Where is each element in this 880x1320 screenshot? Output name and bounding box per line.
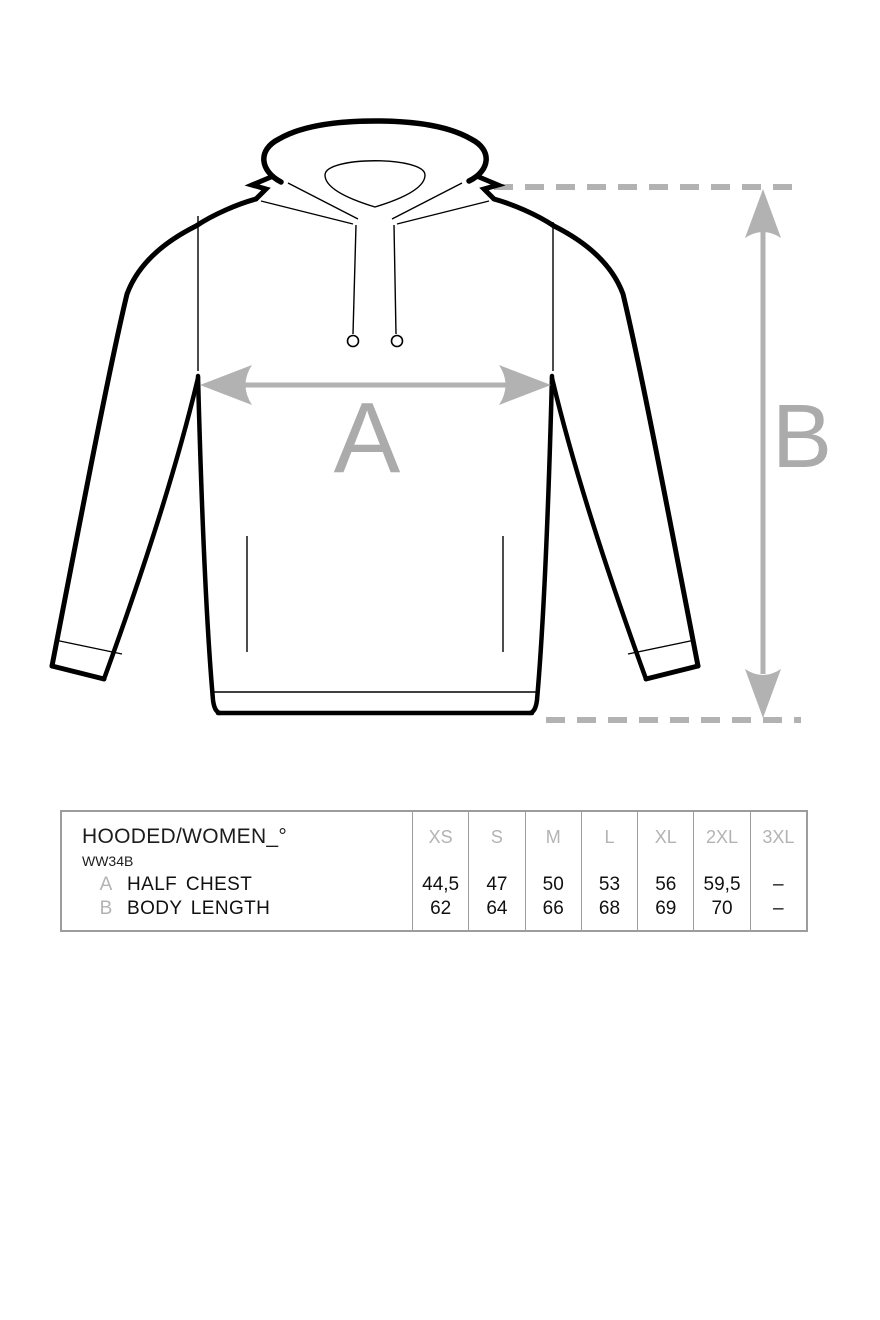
product-title: HOODED/WOMEN_° <box>82 825 288 848</box>
half-chest-value: 53 <box>598 874 621 895</box>
size-table <box>60 810 808 932</box>
half-chest-value: 47 <box>486 874 508 895</box>
body-side-left <box>198 376 220 713</box>
half-chest-value: – <box>773 874 784 895</box>
cuff-left <box>52 666 104 679</box>
measurement-row-a <box>82 873 412 897</box>
size-header: 2XL <box>706 827 739 847</box>
sleeve-inner-right <box>552 378 646 679</box>
size-column-s <box>468 812 524 930</box>
size-column-m <box>525 812 581 930</box>
cuff-seam-left <box>55 640 122 654</box>
drawstring-left <box>353 225 356 334</box>
half-chest-value: 59,5 <box>703 874 741 895</box>
body-length-value: 62 <box>430 898 452 919</box>
size-header: 3XL <box>762 827 795 847</box>
size-header: XS <box>428 827 453 847</box>
measurement-label-b: BODY LENGTH <box>127 898 271 919</box>
body-length-value: 69 <box>655 898 677 919</box>
size-column-3xl <box>750 812 806 930</box>
body-length-value: 70 <box>711 898 733 919</box>
size-column-xs <box>412 812 468 930</box>
arrowhead-right-icon <box>499 365 551 405</box>
size-table-label-column <box>62 812 412 930</box>
cuff-right <box>646 666 698 679</box>
hood-opening <box>325 161 425 207</box>
arrowhead-up-icon <box>745 189 781 238</box>
body-length-value: 68 <box>598 898 621 919</box>
body-side-right <box>530 376 552 713</box>
body-length-value: – <box>773 898 784 919</box>
product-code: WW34B <box>82 853 134 869</box>
half-chest-value: 56 <box>655 874 677 895</box>
hood-notch-left <box>252 177 271 199</box>
measurement-label-a: HALF CHEST <box>127 874 253 895</box>
size-header: S <box>490 827 503 847</box>
arrowhead-left-icon <box>200 365 252 405</box>
shoulder-sleeve-outer-right <box>494 199 698 666</box>
drawstring-tip-right <box>392 336 403 347</box>
measurement-row-b <box>82 897 412 921</box>
length-label: B <box>771 387 833 487</box>
half-chest-value: 50 <box>542 874 564 895</box>
size-column-xl <box>637 812 693 930</box>
measurement-key-a: A <box>99 874 113 895</box>
body-length-value: 66 <box>542 898 564 919</box>
body-length-value: 64 <box>486 898 508 919</box>
half-chest-value: 44,5 <box>422 874 460 895</box>
hood-notch-right <box>479 177 498 199</box>
shoulder-sleeve-outer-left <box>52 199 256 666</box>
width-label: A <box>333 382 401 494</box>
cuff-seam-right <box>628 640 695 654</box>
drawstring-tip-left <box>348 336 359 347</box>
hood-fold-line-left-upper <box>288 183 358 219</box>
arrowhead-down-icon <box>745 669 781 718</box>
drawstring-right <box>394 225 396 334</box>
sleeve-inner-left <box>104 378 198 679</box>
hood-outline <box>264 121 486 182</box>
size-header: M <box>545 827 561 847</box>
size-column-l <box>581 812 637 930</box>
hood-fold-line-right-lower <box>397 201 489 224</box>
size-column-2xl <box>693 812 749 930</box>
hood-fold-line-left-lower <box>261 201 353 224</box>
size-header: L <box>604 827 615 847</box>
hood-fold-line-right-upper <box>392 183 462 219</box>
measurement-key-b: B <box>99 898 113 919</box>
size-header: XL <box>654 827 677 847</box>
